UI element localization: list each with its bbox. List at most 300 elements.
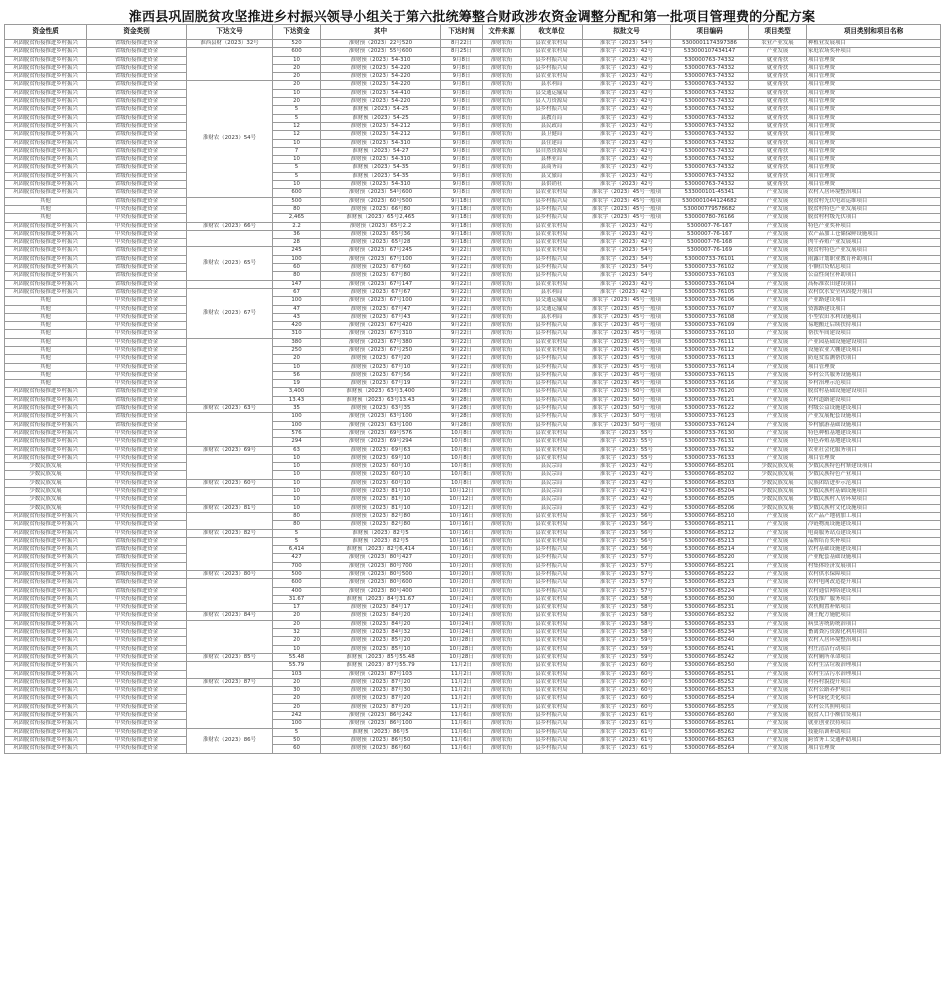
doc-number-cell: 淮西县财（2023）32号 <box>187 40 273 48</box>
doc-number-cell: 淮财农（2023）81号 <box>187 504 273 512</box>
table-cell: 20 <box>273 81 321 89</box>
table-cell: 36 <box>273 230 321 238</box>
table-cell: 9月8日 <box>441 64 483 72</box>
table-cell: 100 <box>273 413 321 421</box>
table-cell: 2,465 <box>273 214 321 222</box>
table-cell: 淮财预（2023）67号10 <box>321 363 441 371</box>
table-cell: 淮财预（2023）54-27 <box>321 147 441 155</box>
table-row <box>5 405 941 413</box>
table-cell: 县乡村振兴局 <box>521 264 583 272</box>
table-cell: 2.2 <box>273 222 321 230</box>
table-cell: 淮农字（2023）42号 <box>583 488 671 496</box>
table-cell: 淮财预（2023）67号43 <box>321 313 441 321</box>
table-cell: 淮农字（2023）61号 <box>583 728 671 736</box>
doc-number-cell: 淮财农（2023）84号 <box>187 612 273 620</box>
table-cell: 淮财农衔 <box>483 89 521 97</box>
table-row <box>5 98 941 106</box>
table-cell: 中央衔接推进资金 <box>87 363 187 371</box>
table-cell: 淮财农衔 <box>483 546 521 554</box>
column-header: 下达时间 <box>441 25 483 40</box>
table-cell: 项目管理费 <box>807 81 941 89</box>
table-cell: 巩固脱贫衔接推进乡村振兴 <box>5 413 87 421</box>
doc-number-cell <box>187 230 273 247</box>
table-cell: 淮财农衔 <box>483 181 521 189</box>
table-cell: 淮财预（2023）69号10 <box>321 454 441 462</box>
table-cell: 产业发展 <box>749 421 807 429</box>
table-cell: 巩固脱贫衔接推进乡村振兴 <box>5 122 87 130</box>
table-cell: 9月18日 <box>441 239 483 247</box>
table-cell: 淮财农衔 <box>483 297 521 305</box>
table-cell: 淮农字（2023）42号 <box>583 479 671 487</box>
table-cell: 少数民族发展 <box>5 488 87 496</box>
table-cell: 淮农字（2023）45号一般项 <box>583 214 671 222</box>
table-cell: 小型农田水利设施项目 <box>807 313 941 321</box>
table-cell: 淮农字（2023）45号一般项 <box>583 305 671 313</box>
table-cell: 5300007-76-167 <box>671 222 749 230</box>
table-cell: 省级衔接推进资金 <box>87 131 187 139</box>
table-cell: 9月18日 <box>441 205 483 213</box>
table-cell: 巩固脱贫衔接推进乡村振兴 <box>5 670 87 678</box>
table-cell: 530000763-74332 <box>671 56 749 64</box>
table-cell: 9月8日 <box>441 73 483 81</box>
table-row <box>5 645 941 653</box>
table-cell: 少数民族发展 <box>5 504 87 512</box>
table-cell: 530000763-74332 <box>671 73 749 81</box>
table-cell: 其他 <box>5 305 87 313</box>
table-cell: 80 <box>273 205 321 213</box>
table-cell: 淮财农衔 <box>483 463 521 471</box>
table-cell: 产业发展 <box>749 48 807 56</box>
table-cell: 淮财农衔 <box>483 396 521 404</box>
table-cell: 530000766-85201 <box>671 463 749 471</box>
table-cell: 县农业农村局 <box>521 189 583 197</box>
table-cell: 民族团结进步示范项目 <box>807 479 941 487</box>
table-cell: 中央衔接推进资金 <box>87 297 187 305</box>
table-cell: 淮财农衔 <box>483 678 521 686</box>
table-cell: 巩固脱贫衔接推进乡村振兴 <box>5 662 87 670</box>
table-cell: 产业发展 <box>749 736 807 744</box>
table-cell: 9月18日 <box>441 230 483 238</box>
table-cell: 就业帮扶 <box>749 156 807 164</box>
table-cell: 产业发展 <box>749 604 807 612</box>
table-cell: 淮财预（2023）69号576 <box>321 429 441 437</box>
table-cell: 县民宗局 <box>521 504 583 512</box>
table-cell: 530000780-76166 <box>671 214 749 222</box>
table-cell: 品牌培育奖补项目 <box>807 537 941 545</box>
table-cell: 淮财农衔 <box>483 554 521 562</box>
table-cell: 冷链物流设施建设项目 <box>807 521 941 529</box>
table-cell: 10月8日 <box>441 471 483 479</box>
doc-number-cell <box>187 48 273 81</box>
table-cell: 淮农字（2023）58号 <box>583 612 671 620</box>
table-cell: 产业发展 <box>749 579 807 587</box>
table-cell: 中央衔接推进资金 <box>87 678 187 686</box>
table-cell: 淮财预（2023）55号600 <box>321 48 441 56</box>
table-row <box>5 114 941 122</box>
table-cell: 9月22日 <box>441 355 483 363</box>
table-cell: 淮财预（2023）87号55.79 <box>321 662 441 670</box>
table-cell: 530000766-85252 <box>671 678 749 686</box>
table-cell: 淮财预（2023）54-220 <box>321 98 441 106</box>
table-cell: 产业发展 <box>749 205 807 213</box>
table-cell: 530000733-76130 <box>671 429 749 437</box>
table-row <box>5 272 941 280</box>
table-cell: 530000733-76103 <box>671 272 749 280</box>
table-cell: 产业发展 <box>749 662 807 670</box>
table-cell: 省级衔接推进资金 <box>87 56 187 64</box>
table-cell: 淮财农衔 <box>483 380 521 388</box>
table-cell: 巩固脱贫衔接推进乡村振兴 <box>5 446 87 454</box>
table-cell: 中央衔接推进资金 <box>87 629 187 637</box>
table-cell: 省级衔接推进资金 <box>87 73 187 81</box>
table-cell: 其他 <box>5 322 87 330</box>
table-cell: 50 <box>273 736 321 744</box>
table-cell: 500 <box>273 197 321 205</box>
column-header: 项目类型 <box>749 25 807 40</box>
table-cell: 淮农字（2023）60号 <box>583 670 671 678</box>
table-cell: 巩固脱贫衔接推进乡村振兴 <box>5 546 87 554</box>
table-cell: 103 <box>273 670 321 678</box>
table-cell: 产业发展 <box>749 297 807 305</box>
table-cell: 淮农字（2023）50号一般项 <box>583 388 671 396</box>
table-cell: 淮财农衔 <box>483 147 521 155</box>
table-cell: 淮农字（2023）42号 <box>583 156 671 164</box>
table-cell: 就业帮扶 <box>749 147 807 155</box>
table-cell: 淮财农衔 <box>483 106 521 114</box>
table-cell: 巩固脱贫衔接推进乡村振兴 <box>5 156 87 164</box>
table-cell: 530000766-85262 <box>671 728 749 736</box>
table-cell: 530000766-85213 <box>671 537 749 545</box>
table-cell: 村集体经济发展项目 <box>807 562 941 570</box>
table-cell: 项目管理费 <box>807 181 941 189</box>
table-cell: 县人力资源局 <box>521 98 583 106</box>
table-cell: 省级衔接推进资金 <box>87 546 187 554</box>
table-row <box>5 653 941 661</box>
table-cell: 高标准农田建设项目 <box>807 280 941 288</box>
table-cell: 产业路建设项目 <box>807 297 941 305</box>
table-cell: 9月18日 <box>441 197 483 205</box>
table-cell: 产业发展 <box>749 620 807 628</box>
table-cell: 淮农字（2023）61号 <box>583 745 671 753</box>
table-cell: 中央衔接推进资金 <box>87 239 187 247</box>
table-cell: 淮财预（2023）54-310 <box>321 156 441 164</box>
table-cell: 13.43 <box>273 396 321 404</box>
table-row <box>5 131 941 139</box>
table-cell: 淮财农衔 <box>483 488 521 496</box>
table-cell: 淮财农衔 <box>483 338 521 346</box>
table-row <box>5 172 941 180</box>
table-cell: 巩固脱贫衔接推进乡村振兴 <box>5 678 87 686</box>
table-cell: 淮财预（2023）65号36 <box>321 230 441 238</box>
table-cell: 省级衔接推进资金 <box>87 554 187 562</box>
table-cell: 淮财预（2023）86号60 <box>321 745 441 753</box>
table-cell: 县乡村振兴局 <box>521 745 583 753</box>
table-cell: 县农业农村局 <box>521 703 583 711</box>
table-cell: 9月22日 <box>441 247 483 255</box>
table-cell: 县农业农村局 <box>521 230 583 238</box>
table-cell: 项目管理费 <box>807 73 941 81</box>
table-cell: 7 <box>273 147 321 155</box>
table-cell: 中央衔接推进资金 <box>87 687 187 695</box>
table-cell: 淮农字（2023）45号一般项 <box>583 363 671 371</box>
table-cell: 淮财预（2023）67号420 <box>321 322 441 330</box>
table-cell: 淮财农衔 <box>483 703 521 711</box>
table-cell: 县乡村振兴局 <box>521 205 583 213</box>
table-row <box>5 388 941 396</box>
table-cell: 就业帮扶 <box>749 64 807 72</box>
table-cell: 淮财农衔 <box>483 164 521 172</box>
table-cell: 淮财预（2023）67号67 <box>321 288 441 296</box>
table-cell: 淮财预（2023）80号600 <box>321 579 441 587</box>
table-cell: 产业发展 <box>749 197 807 205</box>
table-cell: 5 <box>273 172 321 180</box>
table-cell: 乡村治理示范项目 <box>807 380 941 388</box>
table-cell: 淮财农衔 <box>483 388 521 396</box>
table-cell: 产业发展 <box>749 720 807 728</box>
table-cell: 5 <box>273 164 321 172</box>
column-header: 文件来源 <box>483 25 521 40</box>
table-cell: 10月20日 <box>441 554 483 562</box>
table-cell: 产业发展 <box>749 413 807 421</box>
table-cell: 县乡村振兴局 <box>521 587 583 595</box>
table-cell: 10 <box>273 471 321 479</box>
table-cell: 淮财农衔 <box>483 512 521 520</box>
table-cell: 淮财农衔 <box>483 255 521 263</box>
table-cell: 淮财农衔 <box>483 239 521 247</box>
table-cell: 530000779578682 <box>671 205 749 213</box>
table-row <box>5 73 941 81</box>
table-row <box>5 322 941 330</box>
table-cell: 5 <box>273 114 321 122</box>
column-header: 拟批文号 <box>583 25 671 40</box>
table-cell: 淮农字（2023）57号 <box>583 579 671 587</box>
table-cell: 10月24日 <box>441 612 483 620</box>
table-cell: 10月28日 <box>441 637 483 645</box>
table-cell: 中央衔接推进资金 <box>87 637 187 645</box>
table-cell: 淮农字（2023）58号 <box>583 629 671 637</box>
table-cell: 县乡村振兴局 <box>521 380 583 388</box>
table-cell: 淮财预（2023）54-310 <box>321 56 441 64</box>
table-cell: 294 <box>273 438 321 446</box>
table-cell: 县乡村振兴局 <box>521 720 583 728</box>
table-cell: 530000763-74332 <box>671 89 749 97</box>
table-cell: 县农业农村局 <box>521 529 583 537</box>
table-cell: 淮财预（2023）67号250 <box>321 346 441 354</box>
table-cell: 淮财预（2023）80号500 <box>321 571 441 579</box>
table-cell: 10月12日 <box>441 488 483 496</box>
table-cell: 9月22日 <box>441 371 483 379</box>
table-cell: 产业发展 <box>749 653 807 661</box>
table-row <box>5 64 941 72</box>
table-cell: 项目管理费 <box>807 56 941 64</box>
table-cell: 中央衔接推进资金 <box>87 454 187 462</box>
table-cell: 县乡村振兴局 <box>521 396 583 404</box>
doc-number-cell: 淮财农（2023）86号 <box>187 728 273 753</box>
table-row <box>5 264 941 272</box>
table-cell: 11月2日 <box>441 662 483 670</box>
table-cell: 中央衔接推进资金 <box>87 330 187 338</box>
table-cell: 县乡村振兴局 <box>521 64 583 72</box>
table-cell: 淮财预（2023）67号20 <box>321 355 441 363</box>
table-cell: 巩固脱贫衔接推进乡村振兴 <box>5 405 87 413</box>
table-cell: 淮农字（2023）42号 <box>583 56 671 64</box>
table-cell: 淮农字（2023）42号 <box>583 280 671 288</box>
table-cell: 县农业农村局 <box>521 239 583 247</box>
table-cell: 9月18日 <box>441 222 483 230</box>
column-header: 其中 <box>321 25 441 40</box>
table-cell: 巩固脱贫衔接推进乡村振兴 <box>5 247 87 255</box>
table-cell: 县乡村振兴局 <box>521 56 583 64</box>
table-cell: 中央衔接推进资金 <box>87 371 187 379</box>
table-row <box>5 305 941 313</box>
table-cell: 县农业农村局 <box>521 512 583 520</box>
table-cell: 淮财预（2023）80号427 <box>321 554 441 562</box>
table-cell: 淮农字（2023）59号 <box>583 653 671 661</box>
table-cell: 530000733-76121 <box>671 396 749 404</box>
doc-number-cell <box>187 662 273 679</box>
table-row <box>5 230 941 238</box>
table-cell: 省级衔接推进资金 <box>87 421 187 429</box>
table-cell: 省级衔接推进资金 <box>87 264 187 272</box>
table-cell: 530000766-85203 <box>671 479 749 487</box>
table-cell: 巩固脱贫衔接推进乡村振兴 <box>5 521 87 529</box>
table-cell: 巩固脱贫衔接推进乡村振兴 <box>5 562 87 570</box>
table-cell: 530000763-74332 <box>671 131 749 139</box>
table-cell: 中央衔接推进资金 <box>87 529 187 537</box>
table-cell: 530000733-76102 <box>671 264 749 272</box>
table-cell: 淮财农衔 <box>483 280 521 288</box>
table-cell: 少数民族村人居环境项目 <box>807 496 941 504</box>
table-cell: 9月22日 <box>441 305 483 313</box>
table-cell: 淮财农衔 <box>483 571 521 579</box>
table-cell: 中央衔接推进资金 <box>87 446 187 454</box>
table-cell: 县乡村振兴局 <box>521 728 583 736</box>
table-cell: 淮财农衔 <box>483 670 521 678</box>
table-cell: 淮财农衔 <box>483 230 521 238</box>
table-cell: 28 <box>273 239 321 247</box>
table-cell: 产业发展 <box>749 189 807 197</box>
table-cell: 产业发展 <box>749 288 807 296</box>
doc-number-cell: 淮财农（2023）80号 <box>187 571 273 579</box>
table-cell: 淮财预（2023）65号2,465 <box>321 214 441 222</box>
table-cell: 9月22日 <box>441 272 483 280</box>
table-cell: 20 <box>273 98 321 106</box>
table-cell: 淮农字（2023）42号 <box>583 164 671 172</box>
table-cell: 农村电网改造提升项目 <box>807 579 941 587</box>
table-cell: 600 <box>273 48 321 56</box>
table-cell: 12 <box>273 122 321 130</box>
table-cell: 5300001174397386 <box>671 40 749 48</box>
table-cell: 淮农字（2023）60号 <box>583 703 671 711</box>
table-cell: 10月12日 <box>441 504 483 512</box>
table-cell: 省级衔接推进资金 <box>87 587 187 595</box>
table-cell: 10月12日 <box>441 496 483 504</box>
table-cell: 中央衔接推进资金 <box>87 745 187 753</box>
table-cell: 产业发展 <box>749 346 807 354</box>
table-cell: 县民政局 <box>521 122 583 130</box>
table-cell: 淮财预（2023）63号35 <box>321 405 441 413</box>
table-cell: 530000766-85214 <box>671 546 749 554</box>
doc-number-cell: 淮财农（2023）60号 <box>187 479 273 487</box>
table-cell: 产业发展 <box>749 687 807 695</box>
table-cell: 项目管理费 <box>807 147 941 155</box>
table-cell: 产业发展 <box>749 396 807 404</box>
table-cell: 巩固脱贫衔接推进乡村振兴 <box>5 272 87 280</box>
table-cell: 农村生活垃圾治理项目 <box>807 662 941 670</box>
table-cell: 其他 <box>5 346 87 354</box>
table-cell: 淮农字（2023）58号 <box>583 595 671 603</box>
table-cell: 淮财预（2023）80号400 <box>321 587 441 595</box>
table-row <box>5 521 941 529</box>
table-cell: 省级衔接推进资金 <box>87 164 187 172</box>
table-cell: 产业发展 <box>749 554 807 562</box>
table-cell: 农村公路养护项目 <box>807 687 941 695</box>
table-cell: 产业发展 <box>749 280 807 288</box>
table-cell: 淮农字（2023）45号一般项 <box>583 313 671 321</box>
table-cell: 巩固脱贫衔接推进乡村振兴 <box>5 40 87 48</box>
table-row <box>5 346 941 354</box>
table-cell: 淮农字（2023）56号 <box>583 529 671 537</box>
table-cell: 产业发展 <box>749 363 807 371</box>
table-cell: 巩固脱贫衔接推进乡村振兴 <box>5 537 87 545</box>
table-cell: 易地搬迁后续扶持项目 <box>807 322 941 330</box>
table-cell: 巩固脱贫衔接推进乡村振兴 <box>5 280 87 288</box>
table-row <box>5 579 941 587</box>
table-cell: 淮农字（2023）50号一般项 <box>583 413 671 421</box>
table-row <box>5 712 941 720</box>
table-cell: 淮财预（2023）63号100 <box>321 421 441 429</box>
table-cell: 淮财预（2023）54-220 <box>321 73 441 81</box>
table-row <box>5 239 941 247</box>
table-row <box>5 471 941 479</box>
table-cell: 9月8日 <box>441 131 483 139</box>
table-cell: 淮财农衔 <box>483 371 521 379</box>
table-cell: 淮农字（2023）60号 <box>583 662 671 670</box>
table-cell: 项目管理费 <box>807 114 941 122</box>
table-cell: 淮农字（2023）45号一般项 <box>583 297 671 305</box>
table-cell: 中央衔接推进资金 <box>87 653 187 661</box>
table-cell: 农业社会化服务项目 <box>807 446 941 454</box>
table-cell: 省级衔接推进资金 <box>87 106 187 114</box>
table-cell: 县民宗局 <box>521 479 583 487</box>
table-cell: 9月8日 <box>441 181 483 189</box>
table-cell: 家庭农场奖补项目 <box>807 48 941 56</box>
table-cell: 淮财农衔 <box>483 479 521 487</box>
table-cell: 省级衔接推进资金 <box>87 64 187 72</box>
table-cell: 10月8日 <box>441 429 483 437</box>
table-cell: 淮农字（2023）42号 <box>583 81 671 89</box>
table-cell: 10月16日 <box>441 521 483 529</box>
table-cell: 省级衔接推进资金 <box>87 122 187 130</box>
table-cell: 17 <box>273 604 321 612</box>
table-cell: 淮财预（2023）86号100 <box>321 720 441 728</box>
table-cell: 省级衔接推进资金 <box>87 288 187 296</box>
table-cell: 脱贫村光伏电站运维项目 <box>807 197 941 205</box>
table-row <box>5 438 941 446</box>
table-cell: 畜禽粪污资源化利用项目 <box>807 629 941 637</box>
table-cell: 10月20日 <box>441 587 483 595</box>
table-cell: 少数民族特色村寨建设项目 <box>807 463 941 471</box>
table-cell: 淮农字（2023）42号 <box>583 239 671 247</box>
table-cell: 县水利局 <box>521 288 583 296</box>
table-cell: 就业帮扶 <box>749 73 807 81</box>
table-cell: 20 <box>273 703 321 711</box>
table-row <box>5 255 941 263</box>
table-cell: 淮财预（2023）87号20 <box>321 678 441 686</box>
table-cell: 淮财农衔 <box>483 587 521 595</box>
table-cell: 淮财预（2023）80号700 <box>321 562 441 570</box>
table-row <box>5 678 941 686</box>
